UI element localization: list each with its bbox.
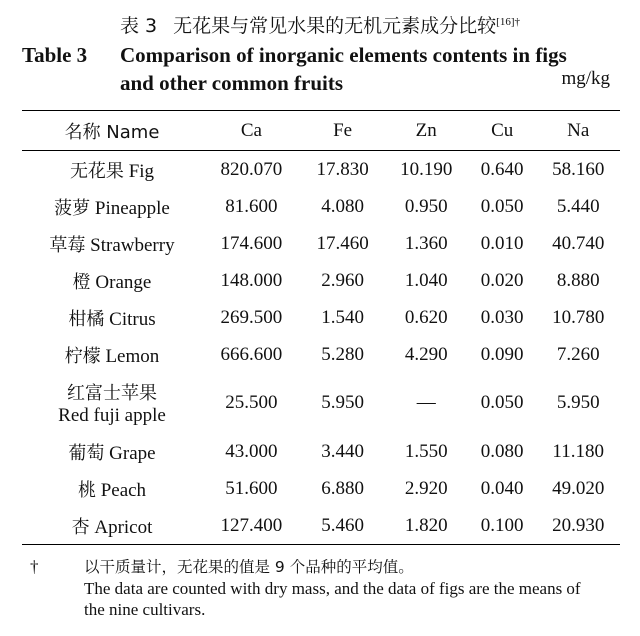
fruit-name-en: Strawberry (90, 234, 175, 256)
fruit-name-cn: 红富士苹果 (67, 383, 157, 404)
value-ca: 25.500 (225, 392, 278, 413)
table-row (22, 507, 620, 545)
fruit-name-cn: 桃 (77, 479, 96, 501)
value-cu: 0.010 (480, 232, 524, 254)
table-row (22, 433, 620, 470)
fruit-name-cell (22, 188, 202, 225)
value-fe: 2.960 (321, 269, 364, 291)
table-row (22, 151, 620, 189)
fruit-name-en: Fig (128, 160, 155, 182)
table-caption-cn (0, 9, 640, 39)
fruit-name-cell (22, 433, 202, 470)
value-cu: 0.050 (480, 392, 524, 413)
value-cu: 0.090 (480, 343, 524, 365)
value-zn: 1.040 (404, 269, 448, 291)
value-ca: 820.070 (220, 158, 283, 180)
table-title-en-line2: and other common fruits (120, 71, 344, 95)
fruit-name-en: Grape (109, 442, 156, 464)
value-cu: 0.050 (480, 195, 524, 217)
value-na: 10.780 (552, 306, 605, 328)
header-zn: Zn (384, 111, 468, 151)
footnote (30, 556, 581, 620)
value-fe: 4.080 (321, 195, 364, 217)
value-cu: 0.040 (480, 477, 524, 499)
value-zn: 2.920 (404, 477, 448, 499)
fruit-name-cn: 柠檬 (64, 345, 101, 367)
value-fe: 5.950 (321, 392, 364, 413)
value-na: 5.440 (556, 195, 600, 217)
value-na: 40.740 (552, 232, 605, 254)
value-zn: 10.190 (400, 158, 453, 180)
table-number-cn: 表 3 (120, 15, 158, 37)
value-fe: 5.460 (301, 507, 385, 545)
table-row (22, 188, 620, 225)
value-na: 49.020 (552, 477, 605, 499)
value-fe: 5.280 (321, 343, 364, 365)
footnote-en-line2: the nine cultivars. (84, 600, 206, 619)
data-table (22, 110, 620, 545)
value-cu: 0.030 (480, 306, 524, 328)
fruit-name-cell (22, 507, 202, 545)
value-ca: 43.000 (225, 440, 278, 462)
fruit-name-cn: 葡萄 (68, 442, 105, 464)
table-row (22, 262, 620, 299)
value-zn: 1.820 (384, 507, 468, 545)
fruit-name-cell (22, 470, 202, 507)
fruit-name-en: Red fuji apple (58, 405, 166, 426)
value-na: 11.180 (552, 440, 604, 462)
table-number-en: Table 3 (22, 43, 88, 67)
value-fe: 1.540 (321, 306, 364, 328)
value-na: 8.880 (556, 269, 600, 291)
fruit-name-cn: 杏 (71, 516, 90, 538)
value-fe: 6.880 (321, 477, 364, 499)
header-name: 名称 Name (22, 111, 202, 151)
value-zn: 1.550 (404, 440, 448, 462)
reference-mark: [16]† (496, 16, 520, 28)
value-ca: 148.000 (220, 269, 283, 291)
value-na: 20.930 (536, 507, 620, 545)
fruit-name-en: Peach (100, 479, 147, 501)
footnote-en-line1: The data are counted with dry mass, and the data of figs are the means of (84, 579, 581, 598)
table-row (22, 470, 620, 507)
fruit-name-cell (22, 299, 202, 336)
fruit-name-en: Lemon (105, 345, 160, 367)
value-cu: 0.640 (480, 158, 524, 180)
value-zn: 0.620 (404, 306, 448, 328)
header-row (22, 111, 620, 151)
fruit-name-cn: 柑橘 (68, 308, 105, 330)
fruit-name-en: Pineapple (94, 197, 170, 219)
value-cu: 0.080 (480, 440, 524, 462)
fruit-name-cn: 橙 (72, 271, 91, 293)
value-cu: 0.100 (468, 507, 536, 545)
fruit-name-en: Apricot (94, 516, 153, 538)
value-ca: 51.600 (225, 477, 278, 499)
value-zn: 0.950 (404, 195, 448, 217)
fruit-name-en: Citrus (109, 308, 156, 330)
table-row (22, 299, 620, 336)
value-ca: 81.600 (225, 195, 278, 217)
fruit-name-cell (22, 151, 202, 189)
value-na: 58.160 (552, 158, 605, 180)
value-fe: 3.440 (321, 440, 364, 462)
table-title-en-line1: Comparison of inorganic elements contents in figs (120, 43, 567, 67)
table-row (22, 336, 620, 373)
header-fe: Fe (301, 111, 385, 151)
value-zn: 4.290 (404, 343, 448, 365)
fruit-name-cn: 草莓 (49, 234, 86, 256)
value-fe: 17.460 (316, 232, 369, 254)
table-row (22, 373, 620, 433)
header-cu: Cu (468, 111, 536, 151)
value-na: 5.950 (556, 392, 600, 413)
footnote-mark: † (30, 557, 39, 576)
header-na: Na (536, 111, 620, 151)
fruit-name-cell (22, 262, 202, 299)
value-fe: 17.830 (316, 158, 369, 180)
value-ca: 666.600 (220, 343, 283, 365)
table-title-cn: 无花果与常见水果的无机元素成分比较 (173, 15, 497, 37)
value-zn: — (416, 392, 436, 413)
fruit-name-cell (22, 225, 202, 262)
table-caption-en (22, 41, 567, 97)
value-ca: 127.400 (202, 507, 301, 545)
fruit-name-en: Orange (95, 271, 152, 293)
value-ca: 174.600 (220, 232, 283, 254)
fruit-name-cn: 无花果 (69, 160, 124, 182)
footnote-cn: 以干质量计，无花果的值是 9 个品种的平均值。 (84, 558, 414, 576)
value-zn: 1.360 (404, 232, 448, 254)
header-ca: Ca (202, 111, 301, 151)
value-ca: 269.500 (220, 306, 283, 328)
fruit-name-cn: 菠萝 (54, 197, 91, 219)
table-row (22, 225, 620, 262)
fruit-name-cell (22, 373, 202, 433)
fruit-name-cell (22, 336, 202, 373)
value-cu: 0.020 (480, 269, 524, 291)
value-na: 7.260 (556, 343, 600, 365)
unit-label: mg/kg (561, 68, 610, 89)
